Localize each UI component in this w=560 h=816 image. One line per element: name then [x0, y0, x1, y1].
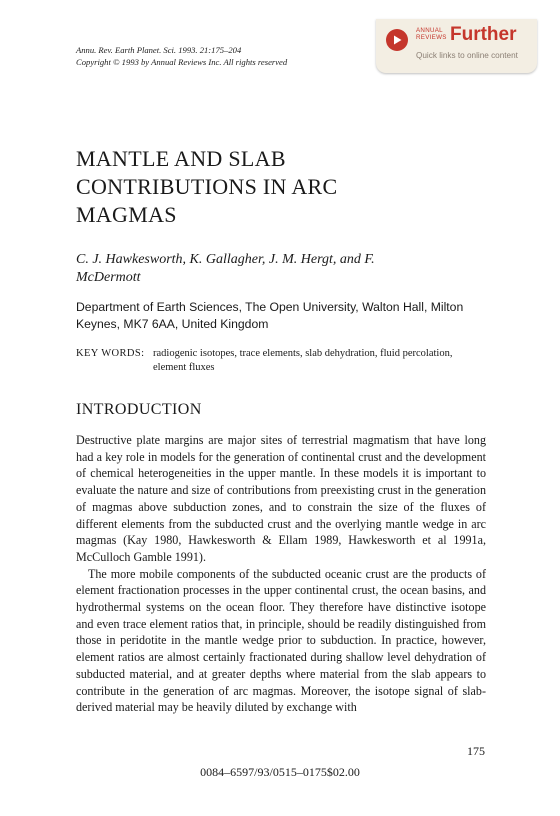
article-authors: C. J. Hawkesworth, K. Gallagher, J. M. Hergt, and F. McDermott — [76, 252, 375, 285]
play-arrow-icon — [391, 34, 403, 46]
article-title: MANTLE AND SLAB CONTRIBUTIONS IN ARC MAGMAS — [76, 146, 338, 227]
keywords-block — [76, 347, 488, 375]
footer-code: 0084–6597/93/0515–0175$02.00 — [200, 765, 360, 779]
banner-label-line1: ANNUAL — [416, 27, 443, 34]
page-number: 175 — [467, 744, 485, 758]
body-paragraph: The more mobile components of the subducted oceanic crust are the products of element fractionation processes in the upper continental crust, the ocean basins, and hydrothermal systems on the ocean floor. They therefore have distinctive isotope and even trace element ratios that, in principle, should be readily distinguished from those in peridotite in the mantle wedge prior to subduction. In practice, however, element ratios are almost certainly fractionated during shallow level dehydration of subducted material, and at greater depths where material from the slab appears to contribute in the generation of arc magmas. Moreover, the isotope signal of slab-derived material may be heavily diluted by exchange with — [76, 566, 486, 715]
banner-label — [416, 27, 447, 41]
keywords-label: KEY WORDS: — [76, 348, 145, 359]
journal-reference — [76, 44, 287, 68]
banner-title: Further — [450, 24, 517, 45]
journal-citation: Annu. Rev. Earth Planet. Sci. 1993. 21:175–204 — [76, 45, 242, 55]
further-banner[interactable] — [376, 19, 537, 73]
banner-subtitle[interactable]: Quick links to online content — [416, 51, 518, 60]
annual-reviews-logo-icon — [386, 29, 408, 51]
banner-label-line2: REVIEWS — [416, 34, 447, 41]
keywords-list: radiogenic isotopes, trace elements, slab dehydration, fluid percolation, element fluxes — [153, 348, 453, 373]
introduction-body — [76, 432, 486, 716]
author-affiliation: Department of Earth Sciences, The Open University, Walton Hall, Milton Keynes, MK7 6AA, United Kingdom — [76, 300, 464, 331]
copyright-notice: Copyright © 1993 by Annual Reviews Inc. All rights reserved — [76, 57, 288, 67]
body-paragraph: Destructive plate margins are major sites of terrestrial magmatism that have long had a key role in models for the generation of continental crust and the development of chemical heterogeneities in the upper mantle. In these models it is important to evaluate the nature and size of contributions from preexisting crust in the generation of magmas above subduction zones, and to constrain the size of the fluxes of different elements from the subducted crust and the overlying mantle wedge in arc magmas (Kay 1980, Hawkesworth & Ellam 1989, Hawkesworth et al 1991a, McCulloch Gamble 1991). — [76, 433, 486, 564]
section-heading-introduction: INTRODUCTION — [76, 401, 202, 418]
